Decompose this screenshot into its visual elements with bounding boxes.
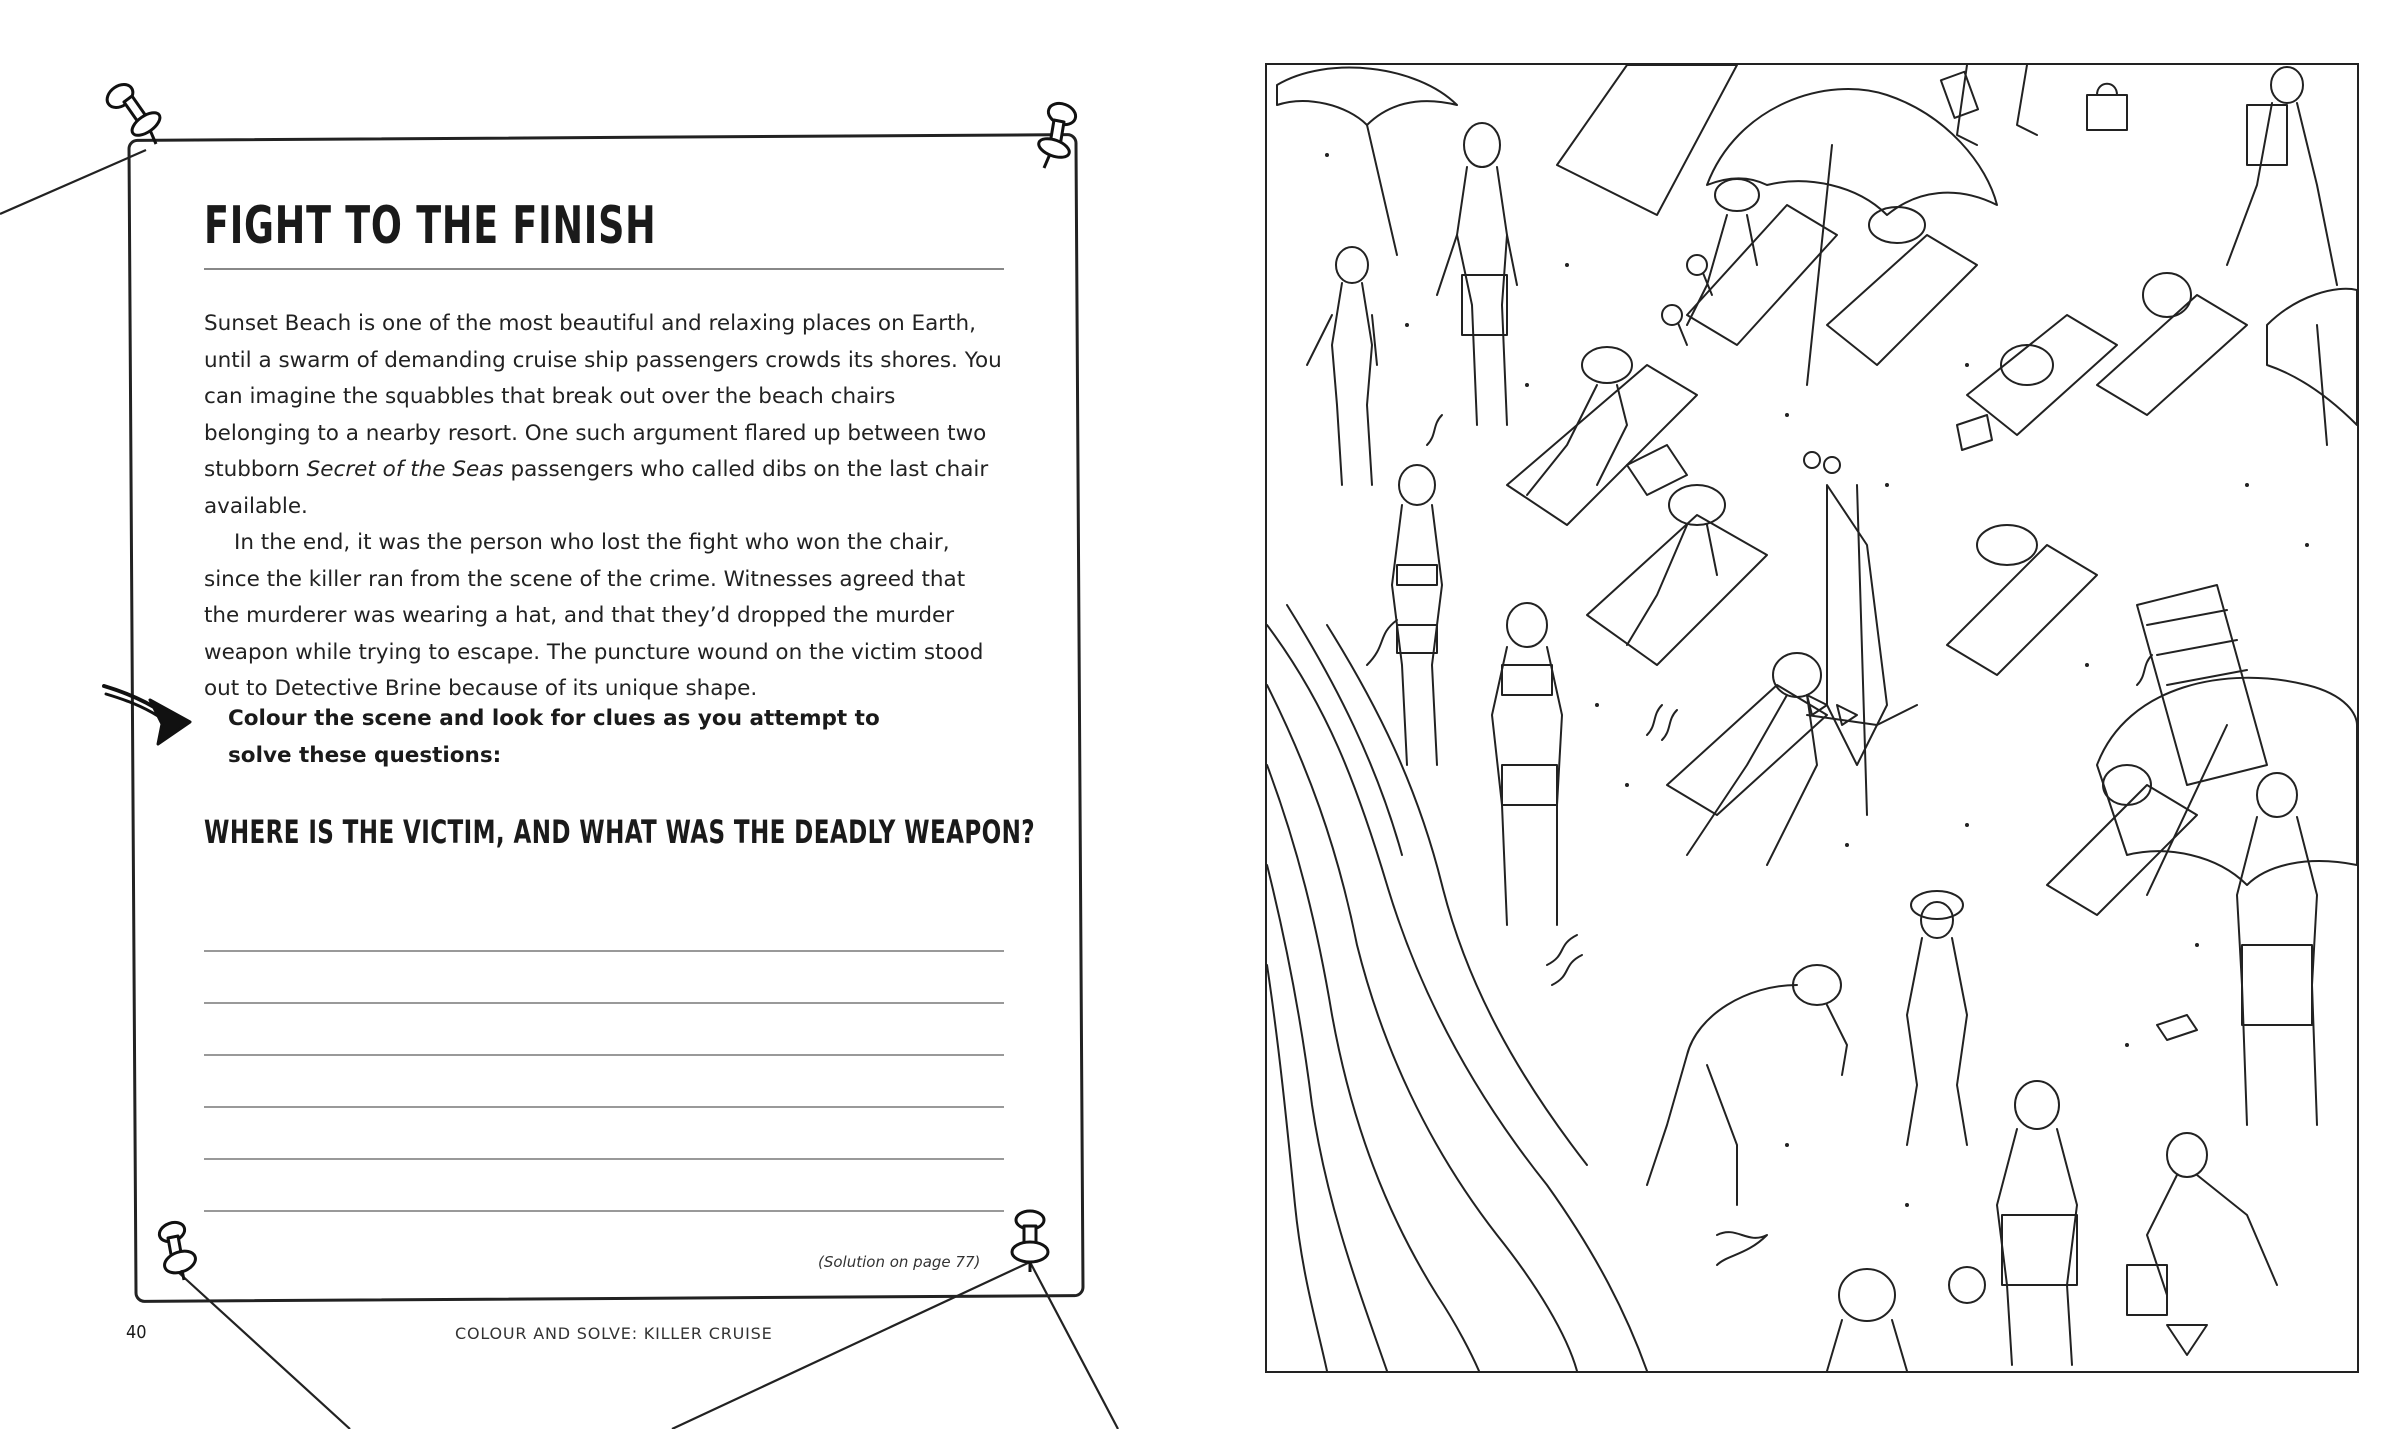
instruction-text: Colour the scene and look for clues as you attempt to solve these questions: (228, 706, 880, 768)
story-paragraph-1: Sunset Beach is one of the most beautiful and relaxing places on Earth, until a swarm of demanding cruise ship passengers crowds its shores. You can imagine the squabbles that break out over the beach chairs belonging to a nearby resort. One such argument flared up between two stubborn Secret of the Seas passengers who called dibs on the last chair available. (204, 311, 1002, 519)
answer-line[interactable] (204, 1056, 1004, 1108)
pushpin-icon (146, 1216, 226, 1296)
page-number: 40 (126, 1322, 147, 1343)
question-heading: WHERE IS THE VICTIM, AND WHAT WAS THE DEADLY WEAPON? (204, 813, 1036, 851)
answer-line[interactable] (204, 952, 1004, 1004)
answer-line[interactable] (204, 1004, 1004, 1056)
answer-line[interactable] (204, 900, 1004, 952)
story-paragraph-2: In the end, it was the person who lost the fight who won the chair, since the killer ran from the scene of the crime. Witnesses agreed that the murderer was wearing a hat, and that they’d dropped the murder weapon while trying to escape. The puncture wound on the victim stood out to Detective Brine because of its unique shape. (204, 530, 984, 701)
beach-scene-line-art (1267, 65, 2357, 1371)
title-underline (204, 268, 1004, 270)
answer-line[interactable] (204, 1160, 1004, 1212)
pushpin-icon (1020, 96, 1100, 176)
running-head: COLOUR AND SOLVE: KILLER CRUISE (455, 1324, 773, 1343)
page-title: FIGHT TO THE FINISH (204, 196, 657, 256)
beach-scene-illustration (1265, 63, 2359, 1373)
ship-name: Secret of the Seas (306, 457, 504, 482)
answer-lines (204, 900, 1004, 1212)
pushpin-icon (990, 1204, 1070, 1284)
story-text (204, 306, 1004, 708)
hand-drawn-arrow-icon (100, 678, 196, 750)
answer-line[interactable] (204, 1108, 1004, 1160)
pushpin-icon (98, 78, 178, 158)
solution-note: (Solution on page 77) (818, 1253, 981, 1271)
